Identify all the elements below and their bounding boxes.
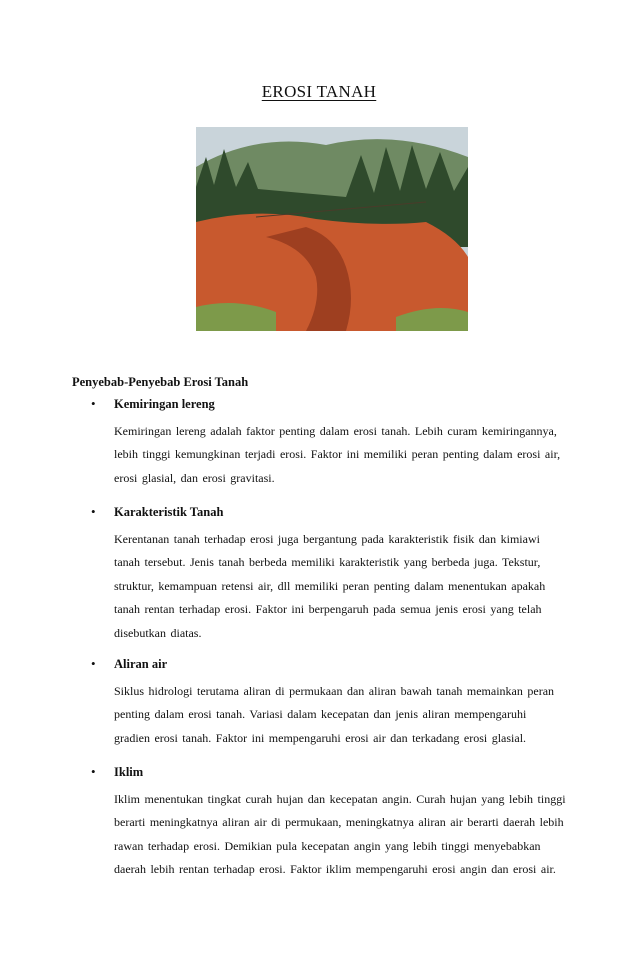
item-heading: Karakteristik Tanah [114,505,224,519]
bullet-icon: • [91,764,96,779]
item-text: Kemiringan lereng adalah faktor penting dalam erosi tanah. Lebih curam kemiringannya, lebih tinggi kemungkinan terjadi erosi. Faktor ini memiliki peran penting dalam erosi air, erosi glasial, dan erosi gravitasi. [114,424,561,485]
item-text: Siklus hidrologi terutama aliran di permukaan dan aliran bawah tanah memainkan peran penting dalam erosi tanah. Variasi dalam kecepatan dan jenis aliran mempengaruhi gradien erosi tanah. Faktor ini mempengaruhi erosi air dan terkadang erosi glasial. [114,684,555,745]
page-title-text: EROSI TANAH [261,82,377,101]
item-heading: Kemiringan lereng [114,397,215,411]
item-text: Kerentanan tanah terhadap erosi juga bergantung pada karakteristik fisik dan kimiawi tanah tersebut. Jenis tanah berbeda memiliki karakteristik yang berbeda juga. Tekstur, struktur, kemampuan retensi air, dll memiliki peran penting dalam menentukan apakah tanah rentan terhadap erosi. Faktor ini berpengaruh pada semua jenis erosi yang telah disebutkan diatas. [114,532,546,640]
bullet-icon: • [91,396,96,411]
bullet-icon: • [91,504,96,519]
soil-erosion-photo [196,127,468,331]
section-heading: Penyebab-Penyebab Erosi Tanah [72,375,249,389]
bullet-icon: • [91,656,96,671]
item-heading: Iklim [114,765,144,779]
item-heading: Aliran air [114,657,168,671]
page-title [0,82,638,102]
item-text: Iklim menentukan tingkat curah hujan dan kecepatan angin. Curah hujan yang lebih tinggi berarti meningkatnya aliran air di permukaan, meningkatnya aliran air berarti daerah lebih rawan terhadap erosi. Demikian pula kecepatan angin yang lebih tinggi menyebabkan daerah lebih rentan terhadap erosi. Faktor iklim mempengaruhi erosi angin dan erosi air. [114,792,566,877]
